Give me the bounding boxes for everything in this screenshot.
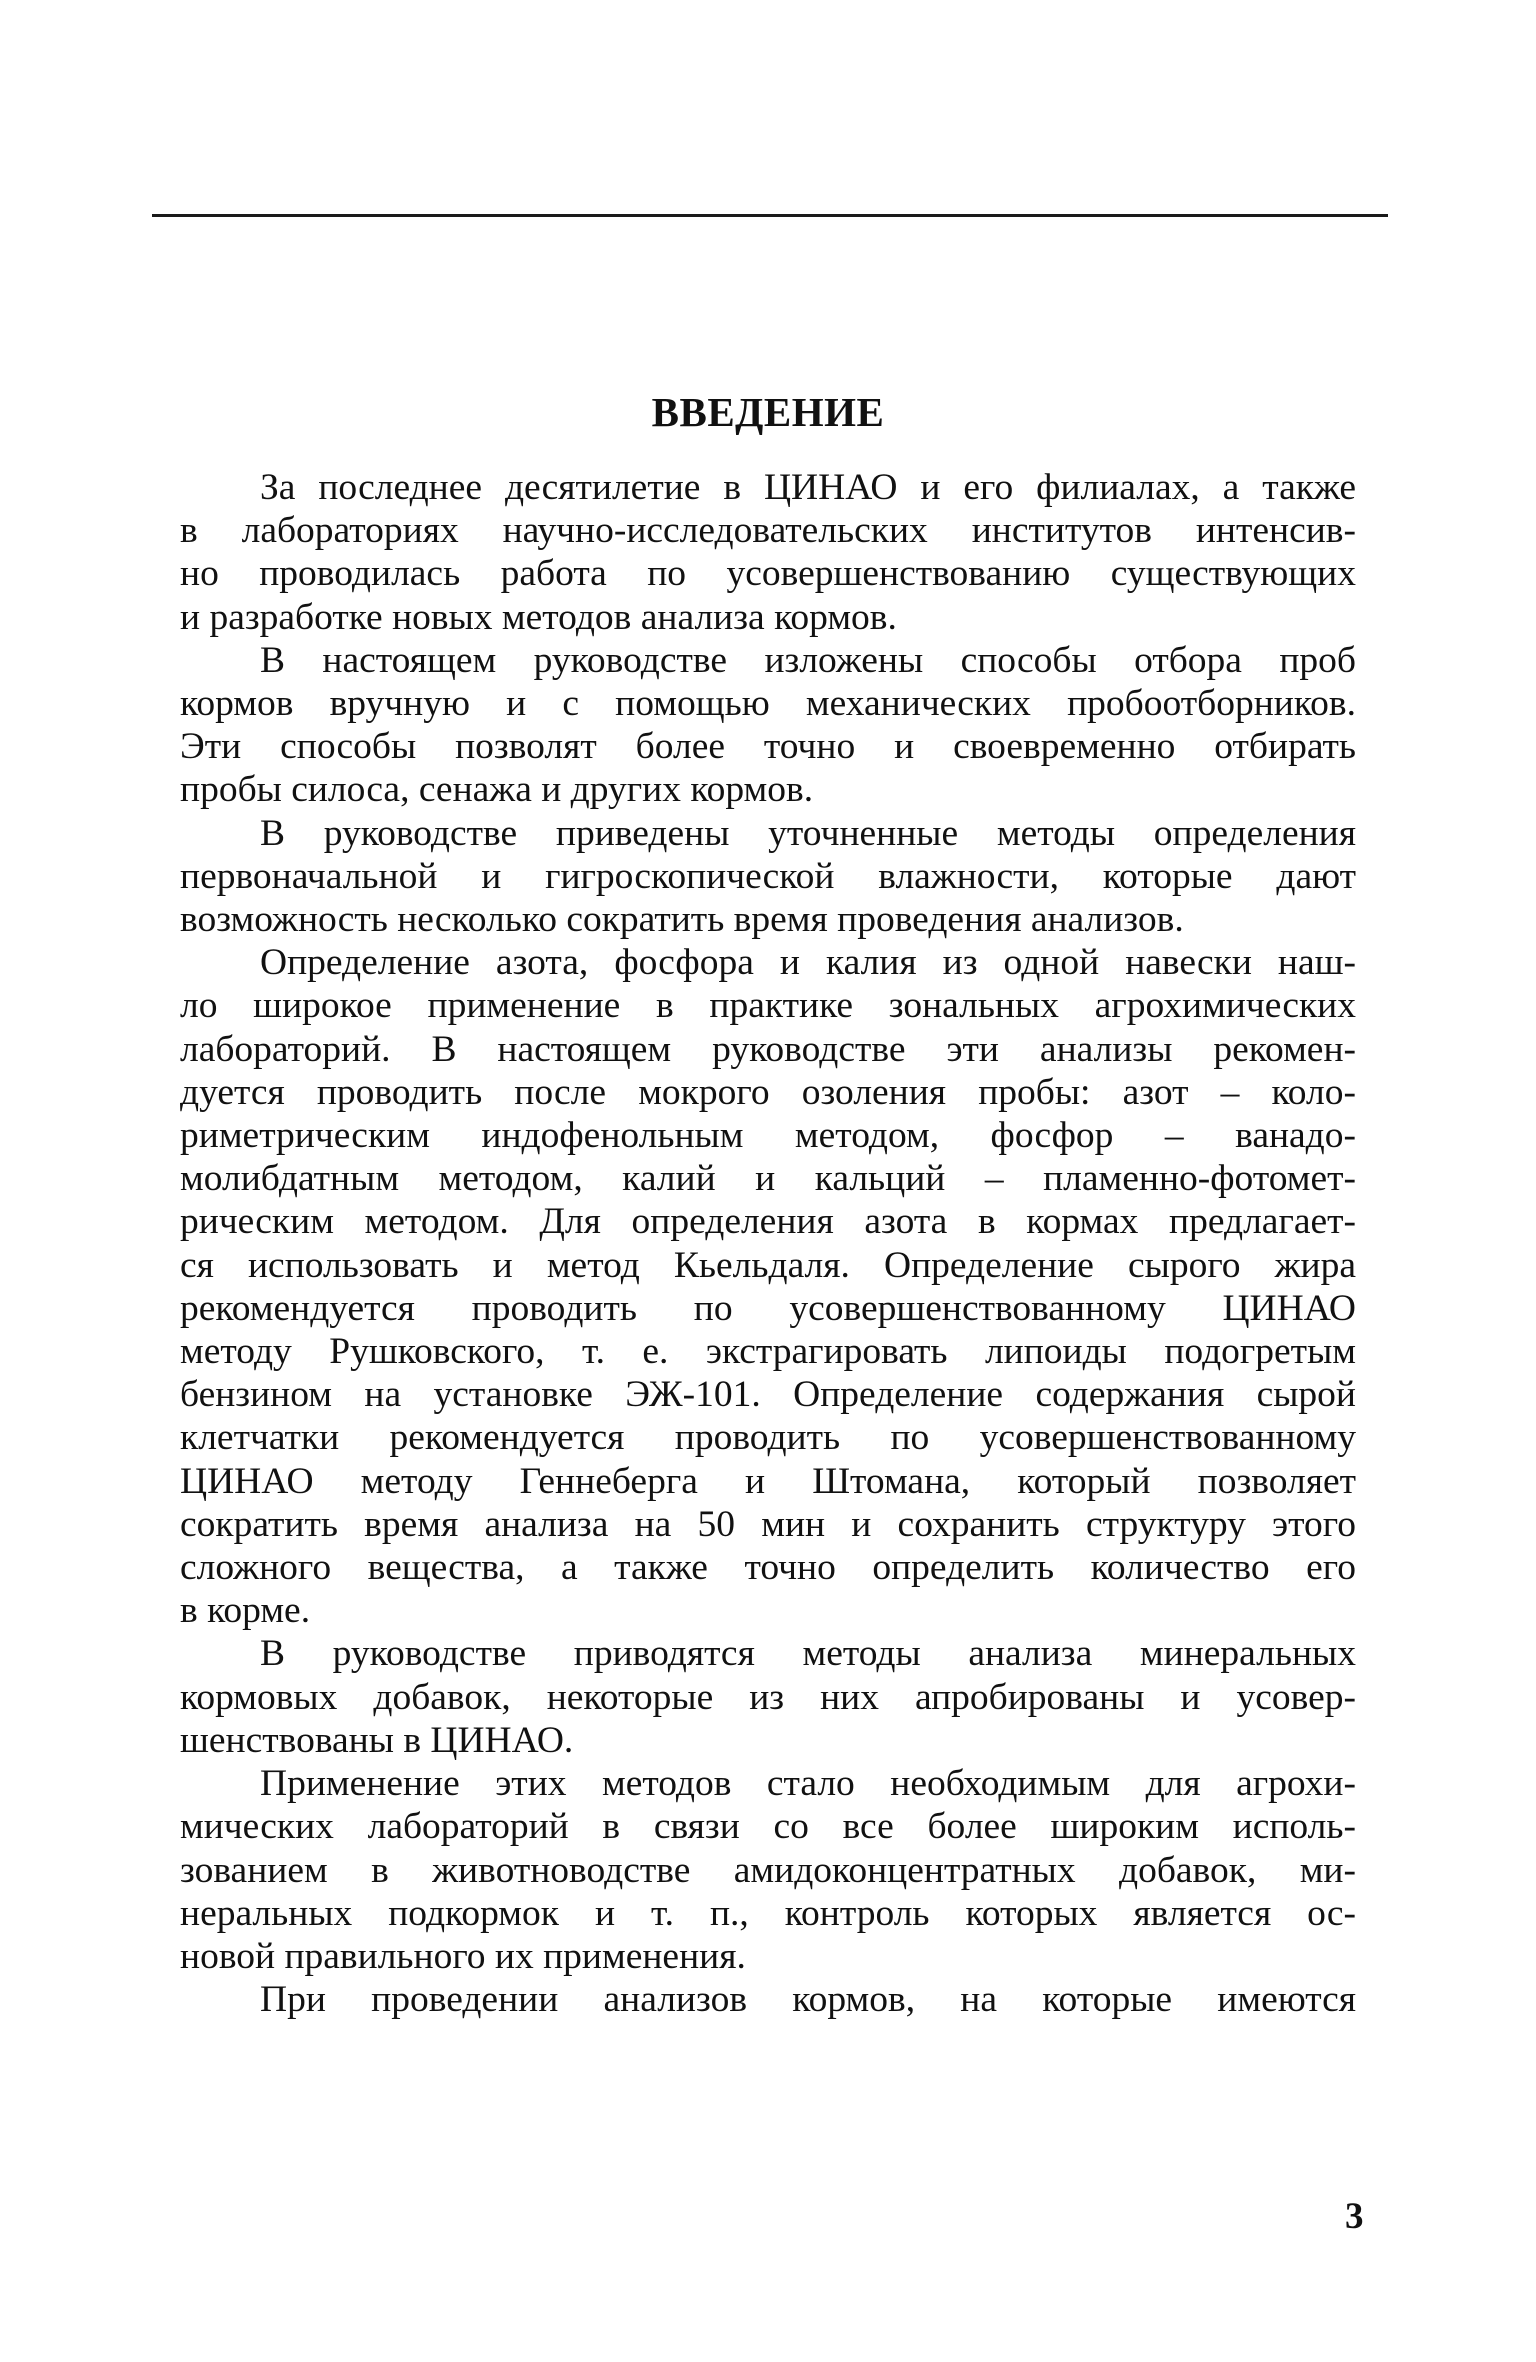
page-number: 3 — [1345, 2196, 1364, 2237]
text-line: дуется проводить после мокрого озоления пробы: азот – коло- — [180, 1071, 1356, 1113]
text-line: неральных подкормок и т. п., контроль которых является ос- — [180, 1892, 1356, 1934]
text-line: и разработке новых методов анализа кормов. — [180, 596, 897, 638]
text-line: возможность несколько сократить время проведения анализов. — [180, 899, 1184, 941]
text-line: ся использовать и метод Кьельдаля. Определение сырого жира — [180, 1244, 1356, 1286]
top-rule — [152, 214, 1388, 217]
text-line: ло широкое применение в практике зональных агрохимических — [180, 985, 1356, 1027]
text-line: новой правильного их применения. — [180, 1935, 746, 1977]
text-line: В руководстве приведены уточненные методы определения — [260, 812, 1356, 854]
text-line: За последнее десятилетие в ЦИНАО и его филиалах, а также — [260, 467, 1356, 508]
text-line: сложного вещества, а также точно определить количество его — [180, 1547, 1356, 1589]
text-line: кормовых добавок, некоторые из них апробированы и усовер- — [180, 1676, 1356, 1718]
paragraph — [180, 639, 1356, 812]
text-line: Эти способы позволят более точно и своевременно отбирать — [180, 726, 1356, 768]
text-line: ЦИНАО методу Геннеберга и Штомана, который позволяет — [180, 1460, 1356, 1502]
text-line: клетчатки рекомендуется проводить по усовершенствованному — [180, 1417, 1356, 1459]
paragraph — [180, 466, 1356, 639]
page-title: ВВЕДЕНИЕ — [651, 389, 885, 435]
paragraph — [180, 941, 1356, 1632]
text-line: зованием в животноводстве амидоконцентратных добавок, ми- — [180, 1849, 1356, 1891]
text-line: мических лабораторий в связи со все более широким исполь- — [180, 1806, 1356, 1848]
text-line: но проводилась работа по усовершенствованию существующих — [180, 553, 1356, 595]
text-line: кормов вручную и с помощью механических пробоотборников. — [180, 683, 1356, 725]
text-line: в лабораториях научно-исследовательских институтов интенсив- — [180, 510, 1356, 552]
paragraph — [180, 1978, 1356, 2021]
body-text — [180, 466, 1356, 2021]
text-line: рекомендуется проводить по усовершенствованному ЦИНАО — [180, 1287, 1356, 1329]
text-line: первоначальной и гигроскопической влажности, которые дают — [180, 855, 1356, 897]
text-line: в корме. — [180, 1590, 311, 1632]
text-line: методу Рушковского, т. е. экстрагировать липоиды подогретым — [180, 1331, 1356, 1373]
text-line: рическим методом. Для определения азота в кормах предлагает- — [180, 1201, 1356, 1243]
text-line: пробы силоса, сенажа и других кормов. — [180, 769, 814, 811]
paragraph — [180, 812, 1356, 942]
text-line: В руководстве приводятся методы анализа минеральных — [260, 1633, 1356, 1675]
text-line: Определение азота, фосфора и калия из одной навески наш- — [260, 942, 1356, 984]
text-line: При проведении анализов кормов, на которые имеются — [260, 1979, 1356, 2021]
text-line: бензином на установке ЭЖ-101. Определение содержания сырой — [180, 1374, 1356, 1416]
text-line: В настоящем руководстве изложены способы отбора проб — [260, 639, 1356, 681]
paragraph — [180, 1762, 1356, 1978]
text-line: молибдатным методом, калий и кальций – пламенно-фотомет- — [180, 1158, 1356, 1200]
paragraph — [180, 1632, 1356, 1762]
text-line: риметрическим индофенольным методом, фосфор – ванадо- — [180, 1115, 1356, 1157]
text-line: Применение этих методов стало необходимым для агрохи- — [260, 1763, 1356, 1805]
text-line: лабораторий. В настоящем руководстве эти анализы рекомен- — [180, 1028, 1356, 1070]
text-line: шенствованы в ЦИНАО. — [180, 1719, 574, 1761]
text-line: сократить время анализа на 50 мин и сохранить структуру этого — [180, 1503, 1356, 1545]
